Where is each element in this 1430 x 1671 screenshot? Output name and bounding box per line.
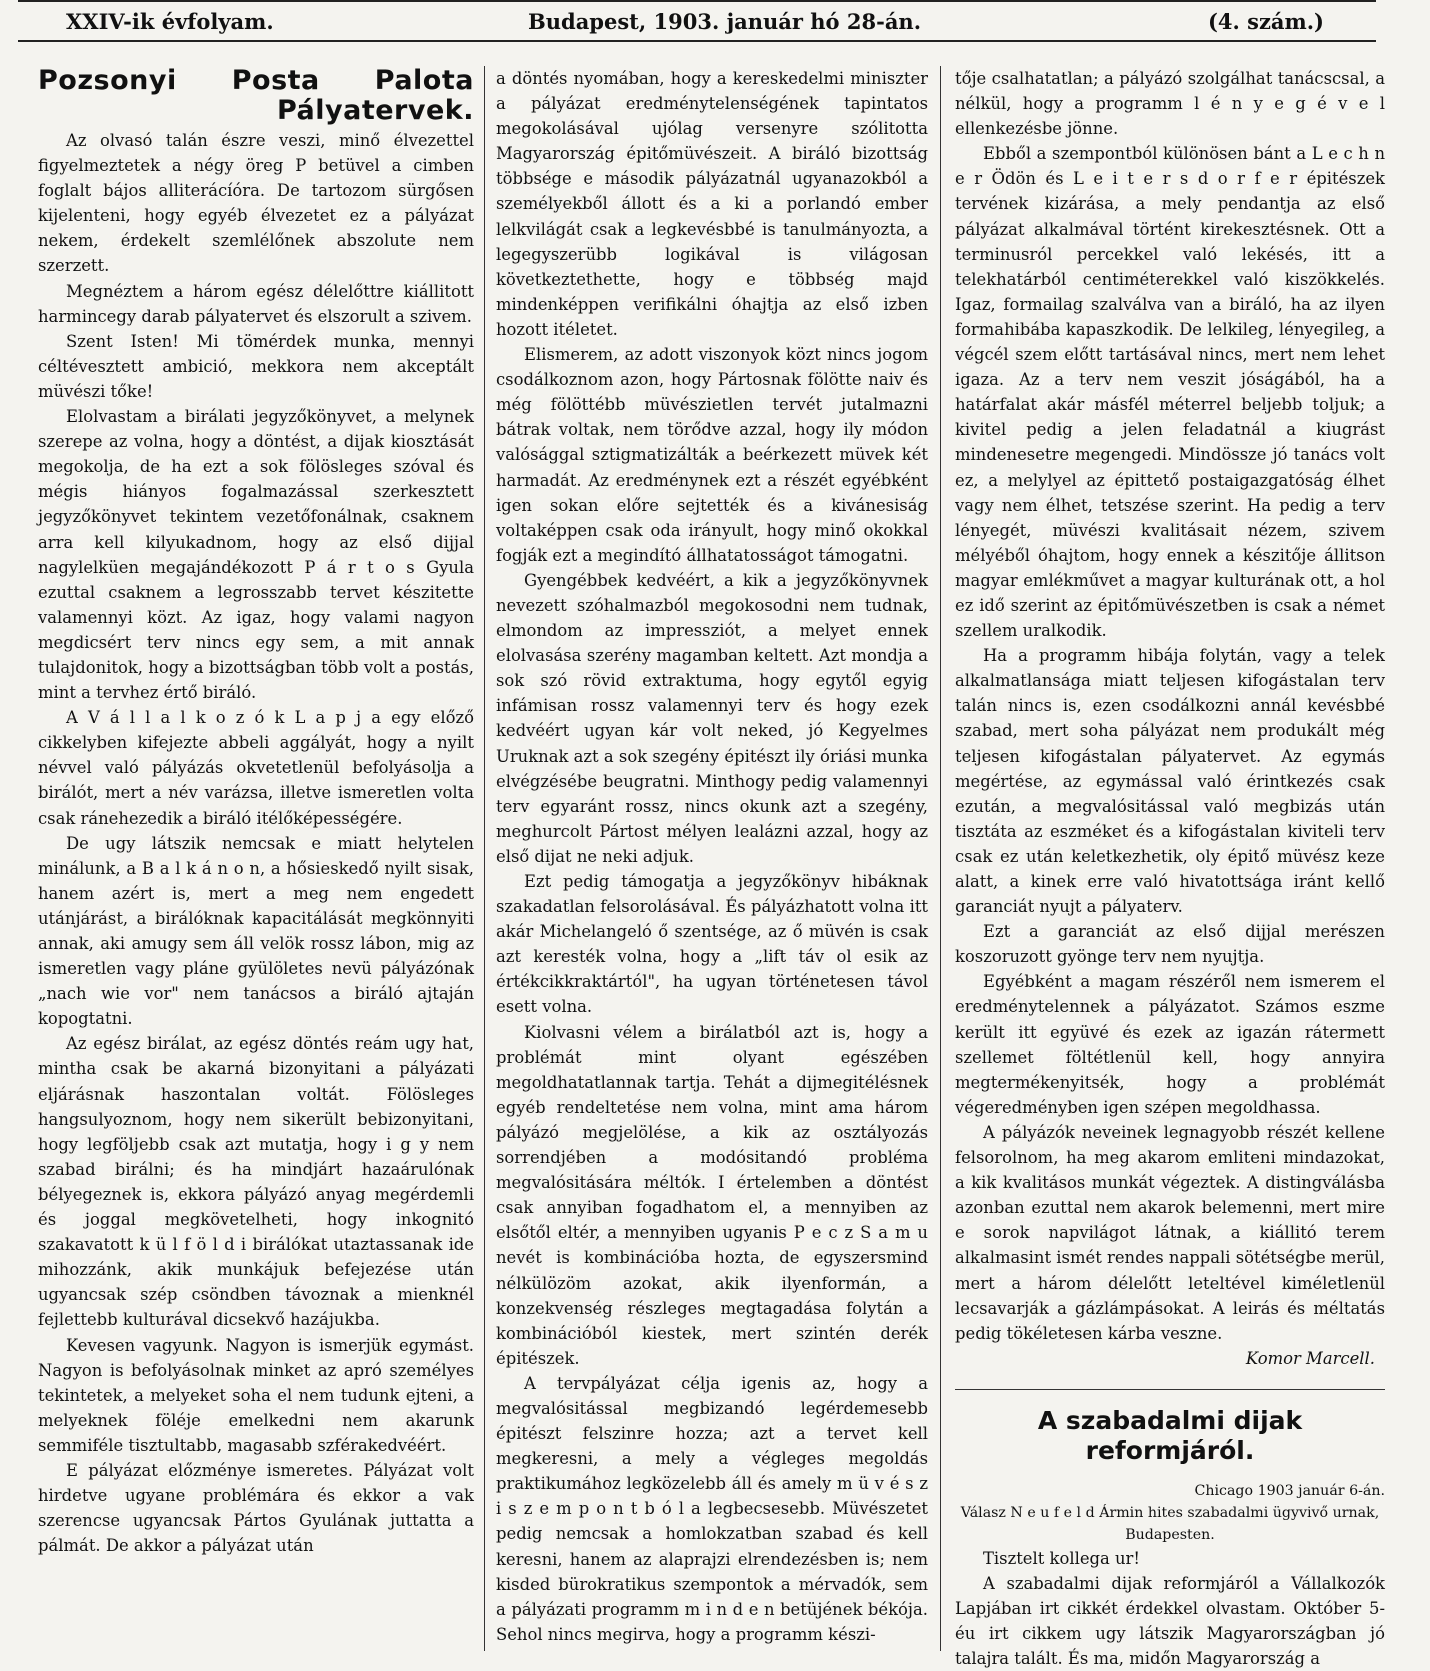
paragraph: Ezt pedig támogatja a jegyzőkönyv hibáknak szakadatlan felsorolásával. És pályázhatott volna itt akár Michelangeló ő szentsége, az ő müvén is csak azt keresték volna, hogy a „lift táv ol esik az értékcikkraktártól", ha ugyan történetesen távol esett volna. (496, 872, 928, 1017)
paragraph: A szabadalmi dijak reformjáról a Vállalkozók Lapjában irt cikkét érdekkel olvastam. Október 5-éu irt cikkem ugy látszik Magyarországban jó talajra talált. És ma, midőn Magyarország a (955, 1573, 1385, 1669)
column-1 (38, 66, 474, 1651)
dateline: Budapest, 1903. január hó 28-án. (528, 9, 922, 34)
column-divider (484, 66, 485, 1651)
paragraph: Szent Isten! Mi tömérdek munka, mennyi céltévesztett ambició, mekkora nem akceptált müvészi tőke! (38, 331, 474, 401)
paragraph: Ha a programm hibája folytán, vagy a telek alkalmatlansága miatt teljesen kifogástalan terv talán nincs is, ezen csodálkozni annál kevésbbé szabad, mert soha pályázat nem produkált még teljesen kifogástalan pályatervet. Az egymás megértése, az egymással való érintkezés csak ezután, a megvalósitással való megbizás után tisztáta az eszméket és a kifogástalan kiviteli terv csak ez után keletkezhetik, oly épitő müvész keze alatt, a kinek erre való hivatottsága iránt kellő garanciát nyujt a pályaterv. (955, 646, 1385, 917)
letter-addressee: Válasz N e u f e l d Ármin hites szabadalmi ügyvivő urnak, Budapesten. (960, 1504, 1380, 1543)
paragraph: Gyengébbek kedvéért, a kik a jegyzőkönyvnek nevezett szóhalmazból megokosodni nem tudnak, elmondom az impressziót, a melyet ennek elolvasása szerény magamban keltett. Azt mondja a sok szó rövid extraktuma, hogy egytől egyig infámisan rossz valamennyi terv és hogy ezek kedvéért ugyan kár volt neked, jó Kegyelmes Uruknak azt a sok szegény épitészt ily óriási munka elvégzésébe beugratni. Minthogy pedig valamennyi terv egyaránt rossz, nincs okunk azt a szegény, meghurcolt Pártost mélyen lealázni azzal, hogy az első dijat ne neki adjuk. (496, 570, 928, 866)
paragraph: Ebből a szempontból különösen bánt a L e c h n e r Ödön és L e i t e r s d o r f e r épitészek tervének kizárása, a mely pendantja az első pályázat alkalmával történt kirekesztésnek. Ott a terminusról percekkel való lekésés, itt a telekhatárból centiméterekkel való kiszökkelés. Igaz, formailag szalválva van a biráló, ha az ilyen formahibába kapaszkodik. De lelkileg, lényegileg, a végcél szem előtt tartásával nincs, mert nem lehet igaza. Az a terv nem veszit jóságából, ha a határfalat akár másfél méterrel beljebb toljuk; a kivitel pedig a jelen feladatnál a kiugrást mindenesetre megengedi. Mindössze jó tanács volt ez, a melylyel az épittető postaigazgatóság élhet vagy nem élhet, tetszése szerint. Ha pedig a terv lényegét, müvészi kvalitásait nézem, szivem mélyéből óhajtom, hogy ennek a készitője állitson magyar emlékművet a magyar kulturának ott, a hol ez idő szerint az épitőmüvészetben is csak a német szellem uralkodik. (955, 144, 1385, 641)
paragraph: A tervpályázat célja igenis az, hogy a megvalósitással megbizandó legérdemesebb épitészt felszinre hozza; azt a tervet kell megkeresni, a mely a végleges megoldás praktikumához legközelebb áll és amely m ü v é s z i s z e m p o n t b ó l a legbecsesebb. Müvészetet pedig nemcsak a homlokzatban szabad és kell keresni, hanem az alaprajzi elrendezésben is; nem kisded bürokratikus szempontok a mérvadók, sem a pályázati programm m i n d e n betüjének békója. Sehol nincs megirva, hogy a programm készi- (496, 1373, 928, 1644)
paragraph: Elolvastam a birálati jegyzőkönyvet, a melynek szerepe az volna, hogy a döntést, a dijak kiosztását megokolja, de ha ezt a sok fölösleges szóval és mégis hiányos fogalmazással szerkesztett jegyzőkönyvet tekintem vezetőfonálnak, csaknem arra kell kilyukadnom, hogy az első dijjal nagylelküen megajándékozott P á r t o s Gyula ezuttal csaknem a legrosszabb tervet készitette valamennyi közt. Az igaz, hogy valami nagyon megdicsért terv nincs egy sem, a mit annak tulajdonitok, hogy a bizottságban több volt a postás, mint a tervhez értő biráló. (38, 407, 474, 703)
article-title: Pozsonyi Posta Palota Pályatervek. (38, 65, 474, 126)
letter-greeting: Tisztelt kollega ur! (983, 1548, 1140, 1568)
article-title: A szabadalmi dijak reformjáról. (1037, 1405, 1303, 1465)
paragraph: Kevesen vagyunk. Nagyon is ismerjük egymást. Nagyon is befolyásolnak minket az apró személyes tekintetek, a melyeket soha el nem tudunk ejteni, a melyeknek föléje emelkedni nem akarunk semmiféle tisztultabb, magasabb szférakedvéért. (38, 1335, 474, 1455)
paragraph: Ezt a garanciát az első dijjal merészen koszoruzott gyönge terv nem nyujtja. (955, 922, 1385, 967)
paragraph: De ugy látszik nemcsak e miatt helytelen minálunk, a B a l k á n o n, a hősieskedő nyilt sisak, hanem azért is, mert a meg nem engedett utánjárást, a birálóknak kapacitálását megkönnyiti annak, aki amugy sem áll velök rossz lábon, mig az ismeretlen vagy pláne gyülöletes nevü pályázónak „nach wie vor" nem tanácsos a biráló ajtaján kopogtatni. (38, 833, 474, 1029)
paragraph: Az olvasó talán észre veszi, minő élvezettel figyelmeztetek a négy öreg P betüvel a cimben foglalt bájos alliterácíóra. De tartozom sürgősen kijelenteni, hogy egyéb élvezetet ez a pályázat nekem, érdekelt szemlélőnek abszolute nem szerzett. (38, 131, 474, 276)
article-separator (955, 1389, 1385, 1390)
column-divider (940, 66, 941, 1651)
paragraph: Elismerem, az adott viszonyok közt nincs jogom csodálkoznom azon, hogy Pártosnak fölötte naiv és még fölöttébb müvészietlen tervét jutalmazni bátrak voltak, nem törődve azzal, hogy ily módon valósággal sztigmatizálták a beérkezett müvek két harmadát. Az eredménynek ezt a részét egyébként igen sokan előre sejtették és a kivánesiság voltaképpen csak oda irányult, hogy minő okokkal fogják ezt a megindító állhatatosságot támogatni. (496, 345, 928, 565)
column-3 (955, 66, 1385, 1669)
issue-number: (4. szám.) (1208, 9, 1324, 34)
paragraph: a döntés nyomában, hogy a kereskedelmi miniszter a pályázat eredménytelenségének tapintatos megokolásával ujólag versenyre szólitotta Magyarország épitőmüvészeit. A biráló bizottság többsége e második pályázatnál ugyanazokból a személyekből állott és a ki a porlandó ember lelkvilágát csak a legkevésbbé is tanulmányozta, a legegyszerübb logikával is világosan következtethette, hogy e többség majd mindenképpen verifikálni óhajtja az első izben hozott itéletet. (496, 69, 928, 339)
paragraph: tője csalhatatlan; a pályázó szolgálhat tanácscsal, a nélkül, hogy a programm l é n y e g é v e l ellenkezésbe jönne. (955, 69, 1385, 139)
paragraph: Az egész birálat, az egész döntés reám ugy hat, mintha csak be akarná bizonyitani a pályázati eljárásnak haszontalan voltát. Fölösleges hangsulyoznom, hogy nem sikerült bebizonyitani, hogy legföljebb csak azt mutatja, hogy i g y nem szabad birálni; és ha mindjárt hazaárulónak bélyegeznek is, ekkora pályázó anyag megérdemli és joggal megkövetelheti, hogy inkognitó szakavatott k ü l f ö l d i birálókat utaztassanak ide mihozzánk, akik munkájuk befejezése után ugyancsak szép csöndben távoznak a mienknél fejlettebb kulturával dicsekvő hazájukba. (38, 1034, 474, 1330)
masthead-bar (18, 0, 1376, 42)
paragraph: E pályázat előzménye ismeretes. Pályázat volt hirdetve ugyane problémára és ekkor a vak szerencse ugyancsak Pártos Gyulának juttatta a pálmát. De akkor a pályázat után (38, 1460, 474, 1556)
paragraph: A V á l l a l k o z ó k L a p j a egy előző cikkelyben kifejezte abbeli aggályát, hogy a nyilt névvel való pályázás okvetetlenül befolyásolja a birálót, mert a név varázsa, illetve ismeretlen volta csak ránehezedik a biráló itélőképességére. (38, 708, 474, 828)
letter-dateline: Chicago 1903 január 6-án. (1194, 1482, 1385, 1499)
paragraph: Megnéztem a három egész délelőttre kiállitott harmincegy darab pályatervet és elszorult a szivem. (38, 281, 474, 326)
paragraph: Kiolvasni vélem a birálatból azt is, hogy a problémát mint olyant egészében megoldhatatlannak tartja. Tehát a dijmegitélésnek egyéb rendeltetése nem volna, mint ama három pályázó megjelölése, a kik az osztályozás sorrendjében a modósitandó probléma megvalósitására méltók. I értelemben a döntést csak annyiban fogadhatom el, a mennyiben az elsőtől eltér, a mennyiben ugyanis P e c z S a m u nevét is kombinációba hozta, de egyszersmind nélkülözöm azokat, akik ilyenformán, a konzekvenség részleges megtagadása folytán a kombinációból kiestek, mert szintén derék épitészek. (496, 1022, 928, 1368)
volume-label: XXIV-ik évfolyam. (66, 9, 274, 34)
author-signature: Komor Marcell. (1245, 1348, 1375, 1368)
paragraph: Egyébként a magam részéről nem ismerem el eredménytelennek a pályázatot. Számos eszme került itt együvé és ezek az igazán rátermett szellemet föltétlenül kell, hogy annyira megtermékenyitsék, hogy a problémát végeredményben igen szépen megoldhassa. (955, 972, 1385, 1117)
paragraph: A pályázók neveinek legnagyobb részét kellene felsorolnom, ha meg akarom emliteni mindazokat, a kik kvalitásos munkát végeztek. A distingválásba azonban ezuttal nem akarok belemenni, mert mire e sorok napvilágot látnak, a kiállitó terem alkalmasint ismét rendes nappali sötétségbe merül, mert a három délelőtt leteltével kiméletlenül lecsavarják a gázlámpásokat. A leirás és méltatás pedig tökéletesen kárba veszne. (955, 1122, 1385, 1343)
column-2 (496, 66, 928, 1651)
